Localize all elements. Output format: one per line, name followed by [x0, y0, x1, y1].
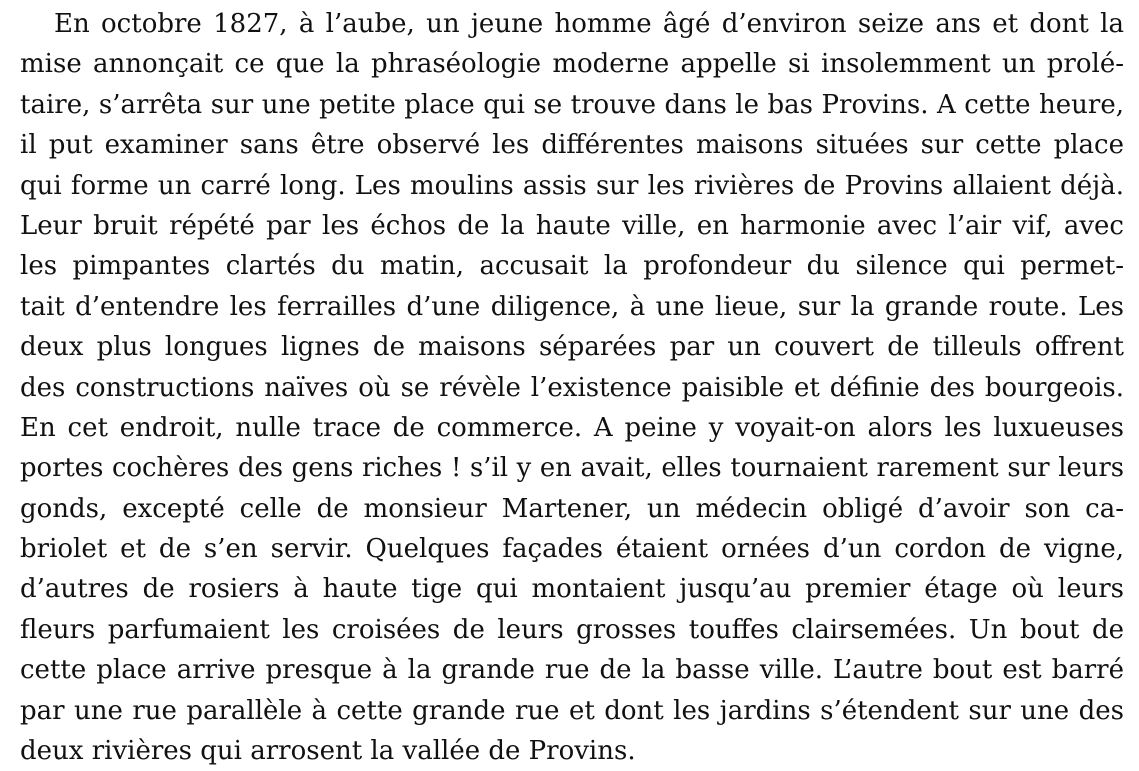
paragraph-line-2: mise annonçait ce que la phraséologie moderne appelle si insolemment un prolé- [20, 49, 1124, 80]
paragraph-line-15: d’autres de rosiers à haute tige qui montaient jusqu’au premier étage où leurs [20, 574, 1124, 605]
paragraph-line-6: Leur bruit répété par les échos de la haute ville, en harmonie avec l’air vif, avec [20, 210, 1124, 241]
paragraph-line-1: En octobre 1827, à l’aube, un jeune homme âgé d’environ seize ans et dont la [54, 9, 1124, 39]
paragraph-line-13: gonds, excepté celle de monsieur Martener, un médecin obligé d’avoir son ca- [20, 493, 1124, 524]
paragraph-line-14: briolet et de s’en servir. Quelques façades étaient ornées d’un cordon de vigne, [20, 534, 1124, 565]
paragraph-line-11: En cet endroit, nulle trace de commerce. A peine y voyait-on alors les luxueuses [20, 412, 1124, 443]
body-paragraph [20, 4, 1124, 771]
paragraph-line-10: des constructions naïves où se révèle l’existence paisible et définie des bourgeois. [20, 372, 1124, 403]
paragraph-line-4: il put examiner sans être observé les différentes maisons situées sur cette place [20, 130, 1124, 161]
paragraph-line-16: fleurs parfumaient les croisées de leurs grosses touffes clairsemées. Un bout de [20, 614, 1124, 645]
paragraph-line-5: qui forme un carré long. Les moulins assis sur les rivières de Provins allaient déjà. [20, 170, 1124, 201]
paragraph-line-7: les pimpantes clartés du matin, accusait la profondeur du silence qui permet- [20, 251, 1124, 282]
paragraph-line-12: portes cochères des gens riches ! s’il y en avait, elles tournaient rarement sur leurs [20, 453, 1124, 484]
paragraph-line-9: deux plus longues lignes de maisons séparées par un couvert de tilleuls offrent [20, 332, 1124, 363]
paragraph-line-17: cette place arrive presque à la grande rue de la basse ville. L’autre bout est barré [20, 655, 1124, 686]
paragraph-line-19: deux rivières qui arrosent la vallée de Provins. [20, 736, 636, 767]
paragraph-line-8: tait d’entendre les ferrailles d’une diligence, à une lieue, sur la grande route. Les [20, 291, 1124, 322]
paragraph-line-18: par une rue parallèle à cette grande rue et dont les jardins s’étendent sur une des [20, 695, 1124, 726]
paragraph-line-3: taire, s’arrêta sur une petite place qui se trouve dans le bas Provins. A cette heure, [20, 89, 1124, 120]
